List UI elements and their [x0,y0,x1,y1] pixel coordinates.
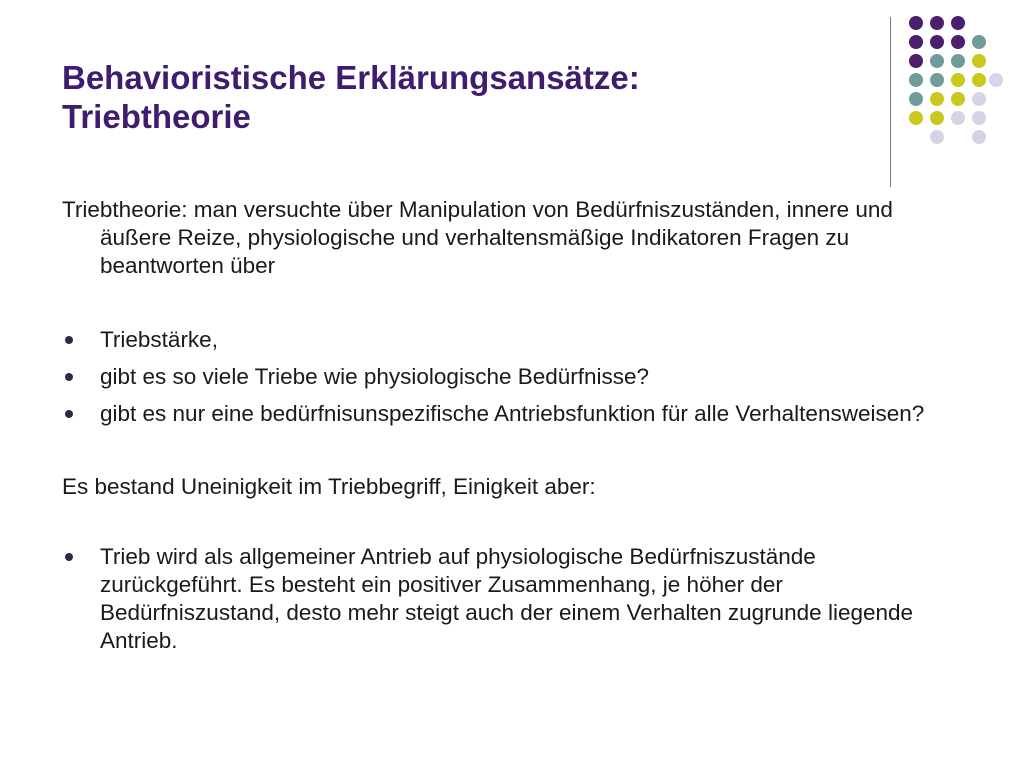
decorative-dot [930,73,944,87]
decorative-dot [972,54,986,68]
bullet-dot-icon [65,410,73,418]
decorative-dot [909,73,923,87]
decorative-dot [989,73,1003,87]
decorative-dot [909,111,923,125]
decorative-dot [909,16,923,30]
slide-body [62,196,962,655]
question-text: gibt es nur eine bedürfnisunspezifische Antriebsfunktion für alle Verhaltensweisen? [100,401,925,426]
question-item [62,326,962,354]
question-text: Triebstärke, [100,327,218,352]
decorative-dot [930,35,944,49]
decorative-dot [930,54,944,68]
decorative-dot [909,54,923,68]
decorative-dot [972,35,986,49]
decorative-dot [930,92,944,106]
decorative-dot [951,16,965,30]
consensus-item [62,543,962,655]
decorative-dot [951,73,965,87]
decorative-dot [930,111,944,125]
decorative-dot [972,73,986,87]
decorative-dot [951,54,965,68]
bullet-dot-icon [65,553,73,561]
vertical-divider [890,17,891,187]
decorative-dot [951,35,965,49]
decorative-dot [930,130,944,144]
decorative-dot [972,111,986,125]
decorative-dot [951,92,965,106]
decorative-dot [909,92,923,106]
consensus-list [62,543,962,655]
decorative-dot [972,92,986,106]
decorative-dot [951,111,965,125]
question-item [62,363,962,391]
question-text: gibt es so viele Triebe wie physiologische Bedürfnisse? [100,364,650,389]
bullet-dot-icon [65,373,73,381]
slide-title-line-2: Triebtheorie [62,98,251,135]
consensus-text: Trieb wird als allgemeiner Antrieb auf physiologische Bedürfniszustände zurückgeführt. Es besteht ein positiver Zusammenhang, je höher der Bedürfniszustand, desto mehr steigt auch der einem Verhalten zugrunde liegende Antrieb. [100,544,914,653]
slide-title-line-1: Behavioristische Erklärungsansätze: [62,59,640,96]
intro-paragraph: Triebtheorie: man versuchte über Manipulation von Bedürfniszuständen, innere und äußere Reize, physiologische und verhaltensmäßige Indikatoren Fragen zu beantworten über [62,197,893,278]
question-list [62,326,962,428]
decorative-dot [930,16,944,30]
question-item [62,400,962,428]
consensus-intro: Es bestand Uneinigkeit im Triebbegriff, Einigkeit aber: [62,474,596,499]
decorative-dot [972,130,986,144]
bullet-dot-icon [65,336,73,344]
decorative-dot [909,35,923,49]
slide-title [62,58,862,136]
